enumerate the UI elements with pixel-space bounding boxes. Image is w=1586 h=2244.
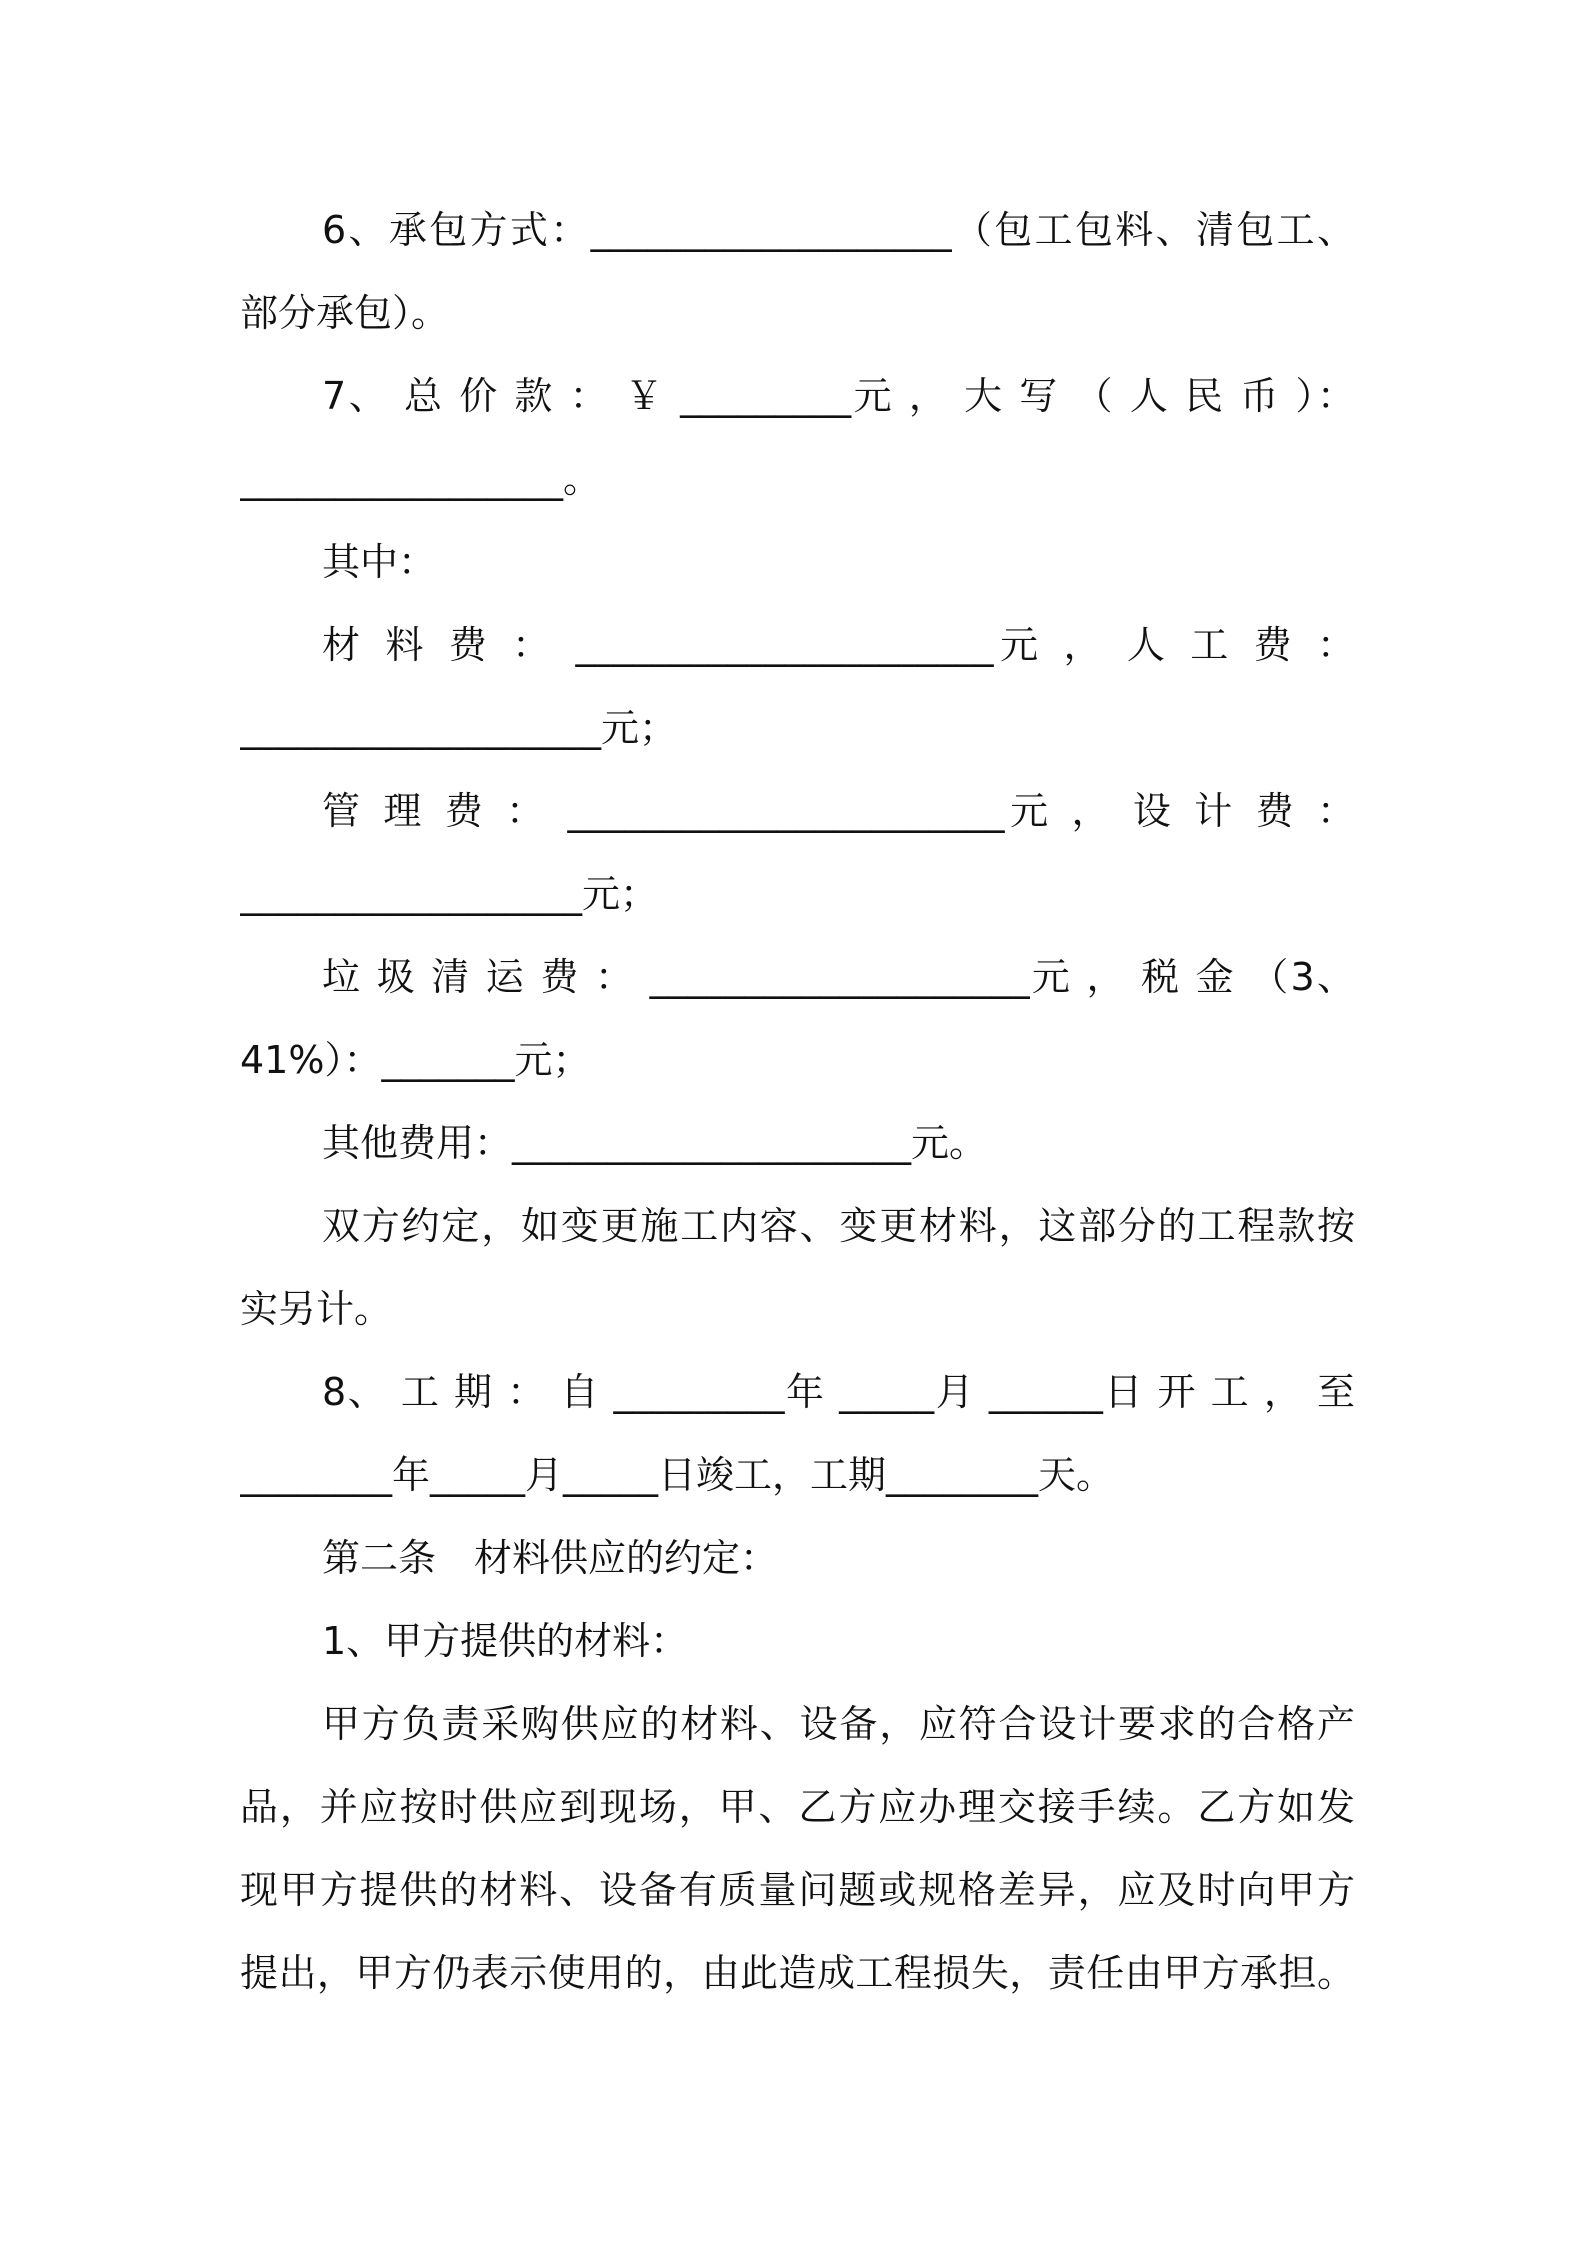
change-agreement-cont: 实另计。 bbox=[240, 1287, 393, 1331]
management-design-fee-line: 管 理 费 ： _______________________元 ， 设 计 费 ： bbox=[322, 789, 1355, 833]
other-fees-line: 其他费用：_____________________元。 bbox=[322, 1121, 988, 1165]
clause-8-schedule: 8、 工 期 ： 自 _________年 _____月 ______日 开 工 ， 至 bbox=[322, 1370, 1355, 1414]
party-a-materials-para-1: 甲方负责采购供应的材料、设备，应符合设计要求的合格产 bbox=[322, 1702, 1355, 1746]
material-labor-fee-line: 材 料 费 ： ______________________元 ， 人 工 费 ： bbox=[322, 623, 1355, 667]
cost-breakdown-heading: 其中： bbox=[322, 540, 437, 584]
party-a-materials-para-4: 提出，甲方仍表示使用的，由此造成工程损失，责任由甲方承担。 bbox=[240, 1951, 1355, 1995]
management-design-fee-cont: __________________元； bbox=[240, 872, 659, 916]
garbage-tax-fee-line: 垃 圾 清 运 费 ： ____________________元 ， 税 金 （3、 bbox=[322, 955, 1355, 999]
clause-7-total-price-cont: _________________。 bbox=[240, 457, 602, 501]
party-a-materials-heading: 1、甲方提供的材料： bbox=[322, 1619, 689, 1663]
article-2-heading: 第二条 材料供应的约定： bbox=[322, 1536, 779, 1580]
party-a-materials-para-2: 品，并应按时供应到现场，甲、乙方应办理交接手续。乙方如发 bbox=[240, 1785, 1355, 1829]
party-a-materials-para-3: 现甲方提供的材料、设备有质量问题或规格差异，应及时向甲方 bbox=[240, 1868, 1355, 1912]
change-agreement-line: 双方约定，如变更施工内容、变更材料，这部分的工程款按 bbox=[322, 1204, 1355, 1248]
clause-6-contract-mode: 6、承包方式：___________________（包工包料、清包工、 bbox=[322, 208, 1355, 252]
garbage-tax-fee-cont: 41%）：_______元； bbox=[240, 1038, 591, 1082]
material-labor-fee-cont: ___________________元； bbox=[240, 706, 678, 750]
clause-6-contract-mode-cont: 部分承包）。 bbox=[240, 291, 450, 335]
clause-7-total-price: 7、 总 价 款 ： ￥ _________元 ， 大 写 （ 人 民 币 ）： bbox=[322, 374, 1355, 418]
clause-8-schedule-cont: ________年_____月_____日竣工，工期________天。 bbox=[240, 1453, 1115, 1497]
